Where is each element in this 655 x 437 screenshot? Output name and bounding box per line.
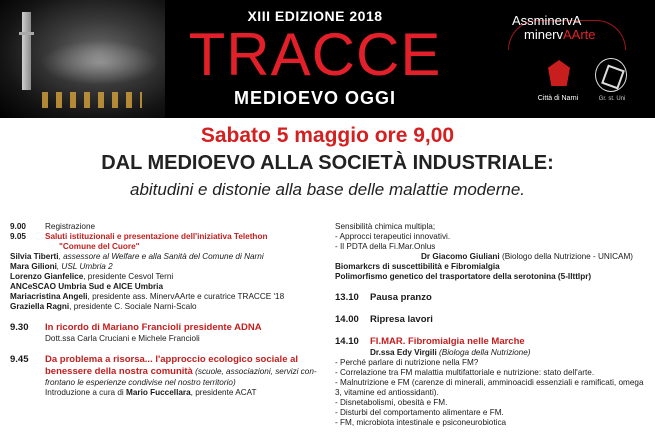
event-date: Sabato 5 maggio ore 9,00 xyxy=(200,124,455,147)
item-title: Saluti istituzionali e presentazione dell'iniziativa Telethon xyxy=(45,232,268,241)
event-tagline: MEDIOEVO OGGI xyxy=(233,88,397,108)
item-text: Da problema a risorsa... l'approccio ecologico sociale al xyxy=(45,354,299,365)
intro-role: , presidente ACAT xyxy=(190,388,257,397)
chimney-graphic xyxy=(22,12,31,90)
program-item xyxy=(10,322,320,334)
speaker-list xyxy=(10,252,320,312)
logo-text-top: AssminervA xyxy=(512,13,582,28)
conference-subtitle: abitudini e distonie alla base delle malattie moderne. xyxy=(129,180,526,199)
item-title-2: benessere della nostra comunità xyxy=(45,366,193,377)
program-left-column xyxy=(10,222,320,398)
item-note: (scuole, associazioni, servizi con- xyxy=(192,367,317,376)
item-intro xyxy=(10,388,320,398)
event-title-logo: TRACCE xyxy=(188,21,442,88)
program-item xyxy=(335,336,650,348)
program-item xyxy=(10,222,320,232)
item-time: 9.05 xyxy=(10,232,26,241)
bullet-line: - Disturbi del comportamento alimentare e FM. xyxy=(335,408,504,417)
bullet-line: - Malnutrizione e FM (carenze di minerali, amminoacidi essenziali e ramificati, omega 3, vitamine ed antiossidanti). xyxy=(335,378,644,397)
speaker-name: Lorenzo Gianfelice xyxy=(10,272,84,281)
speaker-name: Dr Giacomo Giuliani xyxy=(421,252,500,261)
topic-line: Biomarkcrs di suscettibilità e Fibromialgia xyxy=(335,262,500,271)
item-time: 9.00 xyxy=(10,222,26,231)
city-label: Città di Narni xyxy=(537,95,579,102)
program-item xyxy=(335,292,650,304)
speaker-name: Mara Gilioni xyxy=(10,262,57,271)
logo-part-a: minerv xyxy=(524,27,564,42)
university-emblem-icon xyxy=(595,58,627,92)
item-title-2: "Comune del Cuore" xyxy=(59,242,140,251)
program-item xyxy=(335,314,650,326)
speaker-name: Mariacristina Angeli xyxy=(10,292,88,301)
speaker-role: (Biologo della Nutrizione - UNICAM) xyxy=(499,252,634,261)
logo-text-bottom xyxy=(524,28,596,42)
program-item xyxy=(10,232,320,252)
intro-name: Mario Fuccellara xyxy=(126,388,191,397)
speaker-name: Graziella Ragni xyxy=(10,302,70,311)
item-text xyxy=(45,232,320,252)
narni-crest-icon xyxy=(548,60,570,86)
item-text: Registrazione xyxy=(45,222,96,231)
factory-photo xyxy=(0,0,165,118)
speaker-role: , presidente ass. MinervAArte e curatrice TRACCE '18 xyxy=(87,292,285,301)
edition-label: XIII EDIZIONE 2018 xyxy=(247,8,383,24)
poster-header xyxy=(0,0,655,118)
program-right-column xyxy=(335,222,650,428)
speaker-role: , presidente Cesvol Terni xyxy=(83,272,174,281)
speaker-role: , assessore al Welfare e alla Sanità del Comune di Narni xyxy=(58,252,264,261)
intro-text: Introduzione a cura di xyxy=(45,388,127,397)
speaker-line xyxy=(10,282,320,292)
emblem-label: Gr. st. Uni xyxy=(598,96,626,102)
item-time: 9.45 xyxy=(10,354,29,365)
item-text: Pausa pranzo xyxy=(370,292,432,303)
speaker-line xyxy=(10,302,320,312)
program-item xyxy=(10,354,320,366)
item-time: 14.00 xyxy=(335,314,359,325)
item-detail xyxy=(10,366,320,378)
speaker-line xyxy=(10,292,320,302)
speaker-line xyxy=(10,262,320,272)
speaker-line xyxy=(10,272,320,282)
speaker-line xyxy=(10,252,320,262)
item-note-2: frontano le esperienze condivise nel nostro territorio) xyxy=(45,378,236,387)
item-text: FI.MAR. Fibromialgia nelle Marche xyxy=(370,336,525,347)
item-text: In ricordo di Mariano Francioli presidente ADNA xyxy=(45,322,262,333)
speaker-line xyxy=(335,252,650,262)
topic-line: Sensibilità chimica multipla; xyxy=(335,222,436,231)
speaker-name: ANCeSCAO Umbria Sud e AICE Umbria xyxy=(10,282,164,291)
topic-line: - Approcci terapeutici innovativi. xyxy=(335,232,451,241)
item-time: 14.10 xyxy=(335,336,359,347)
speaker-name: Dr.ssa Edy Virgili xyxy=(370,348,437,357)
bullet-line: - Disnetabolismi, obesità e FM. xyxy=(335,398,448,407)
bullet-line: - FM, microbiota intestinale e psiconeurobiotica xyxy=(335,418,507,427)
conference-title: DAL MEDIOEVO ALLA SOCIETÀ INDUSTRIALE: xyxy=(101,152,554,174)
logo-part-b: AArte xyxy=(563,27,596,42)
speaker-role: , USL Umbria 2 xyxy=(56,262,113,271)
item-detail: Dott.ssa Carla Cruciani e Michele Francioli xyxy=(45,334,200,343)
item-time: 9.30 xyxy=(10,322,29,333)
speaker-role: , presidente C. Sociale Narni-Scalo xyxy=(69,302,197,311)
item-time: 13.10 xyxy=(335,292,359,303)
speaker-line xyxy=(335,348,650,358)
bullet-line: - Perché parlare di nutrizione nella FM? xyxy=(335,358,479,367)
riders-graphic xyxy=(42,92,142,108)
item-text: Ripresa lavori xyxy=(370,314,433,325)
speaker-name: Silvia Tiberti xyxy=(10,252,59,261)
speaker-role: (Biologa della Nutrizione) xyxy=(436,348,531,357)
assminerva-logo xyxy=(512,14,596,42)
bullet-line: - Correlazione tra FM malattia multifattoriale e nutrizione: stato dell'arte. xyxy=(335,368,595,377)
smoke-graphic xyxy=(40,40,160,85)
topic-line: - Il PDTA della Fi.Mar.Onlus xyxy=(335,242,436,251)
topic-line: Polimorfismo genetico del trasportatore della serotonina (5-llttlpr) xyxy=(335,272,592,281)
